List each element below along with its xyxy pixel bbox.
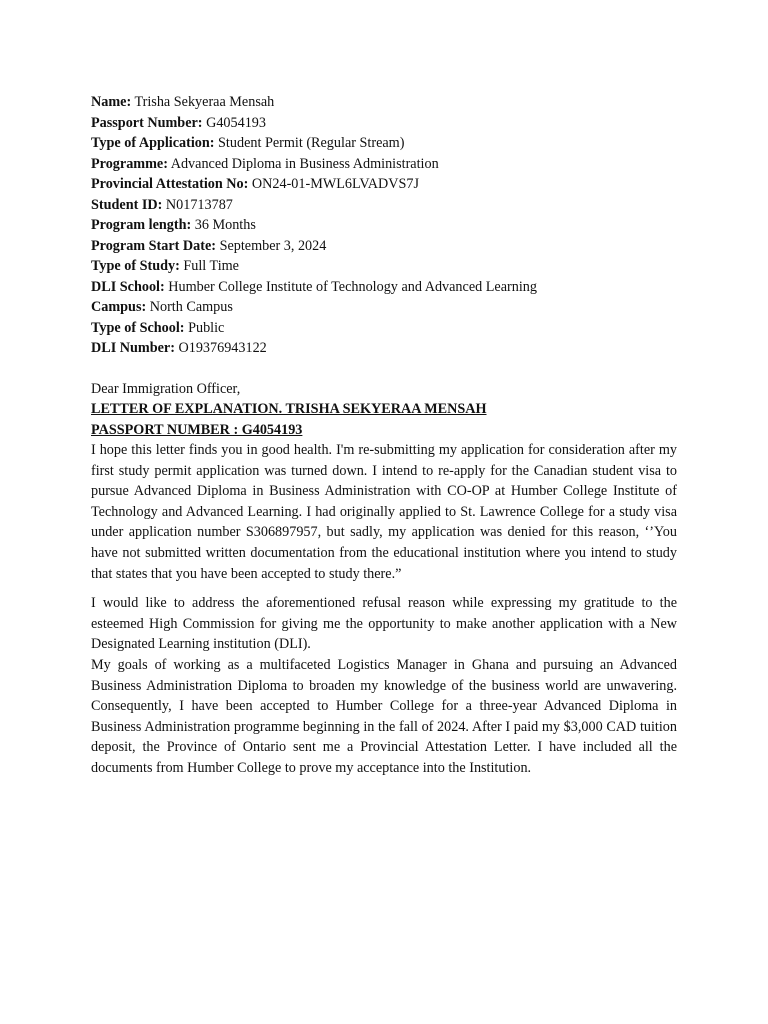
field-name <box>91 92 677 113</box>
field-label: Campus: <box>91 299 147 315</box>
field-label: Student ID: <box>91 196 163 213</box>
field-label: Program length: <box>91 217 192 233</box>
field-value: September 3, 2024 <box>216 237 327 254</box>
letter-paragraph: My goals of working as a multifaceted Logistics Manager in Ghana and pursuing an Advanced Business Administration Diploma to broaden my knowledge of the business world are unwavering. Consequently, I have been accepted to Humber College for a three-year Advanced Diploma in Business Administration programme beginning in the fall of 2024. After I paid my $3,000 CAD tuition deposit, the Province of Ontario sent me a Provincial Attestation Letter. I have included all the documents from Humber College to prove my acceptance into the Institution. <box>91 656 677 776</box>
field-label: Program Start Date: <box>91 237 217 254</box>
field-type-of-application <box>91 133 677 154</box>
field-value: Full Time <box>179 258 239 274</box>
letter-page <box>91 92 677 779</box>
field-program-start-date <box>91 236 677 257</box>
field-label: Provincial Attestation No: <box>91 176 249 192</box>
field-student-id <box>91 195 677 216</box>
field-value: Student Permit (Regular Stream) <box>214 135 405 151</box>
letter-subheading: PASSPORT NUMBER : G4054193 <box>91 421 303 438</box>
field-dli-number <box>91 338 677 359</box>
field-label: Passport Number: <box>91 114 203 131</box>
letter-paragraph: I would like to address the aforementioned refusal reason while expressing my gratitude to the esteemed High Commission for giving me the opportunity to make another application with a New Designated Learning institution (DLI). <box>91 595 677 653</box>
letter-paragraph: I hope this letter finds you in good health. I'm re-submitting my application for consideration after my first study permit application was turned down. I intend to re-apply for the Canadian student visa to pursue Advanced Diploma in Business Administration with CO-OP at Humber College Institute of Technology and Advanced Learning. I had originally applied to St. Lawrence College for a study visa under application number S306897957, but sadly, my application was denied for this reason, ‘’You have not submitted written documentation from the educational institution where you intend to study that states that you have been accepted to study there.” <box>91 442 677 582</box>
letter-heading: LETTER OF EXPLANATION. TRISHA SEKYERAA MENSAH <box>91 401 487 417</box>
field-label: Type of School: <box>91 319 185 336</box>
field-value: 36 Months <box>191 217 256 233</box>
letter-greeting: Dear Immigration Officer, <box>91 380 241 397</box>
field-programme <box>91 154 677 175</box>
field-value: North Campus <box>146 299 233 315</box>
field-passport-number <box>91 113 677 134</box>
field-label: Name: <box>91 94 132 110</box>
field-value: N01713787 <box>162 196 233 213</box>
field-value: Humber College Institute of Technology and Advanced Learning <box>164 278 537 295</box>
field-value: Trisha Sekyeraa Mensah <box>131 94 275 110</box>
field-campus <box>91 297 677 318</box>
field-type-of-study <box>91 256 677 277</box>
field-provincial-attestation <box>91 174 677 195</box>
field-label: Type of Application: <box>91 135 215 151</box>
field-value: O19376943122 <box>174 340 267 356</box>
field-label: DLI School: <box>91 278 165 295</box>
field-value: Advanced Diploma in Business Administration <box>167 155 439 172</box>
field-value: ON24-01-MWL6LVADVS7J <box>248 176 420 192</box>
field-type-of-school <box>91 318 677 339</box>
applicant-details <box>91 92 677 359</box>
field-value: Public <box>184 319 225 336</box>
field-label: Type of Study: <box>91 258 180 274</box>
field-program-length <box>91 215 677 236</box>
field-label: DLI Number: <box>91 340 175 356</box>
field-value: G4054193 <box>202 114 266 131</box>
field-dli-school <box>91 277 677 298</box>
field-label: Programme: <box>91 155 168 172</box>
